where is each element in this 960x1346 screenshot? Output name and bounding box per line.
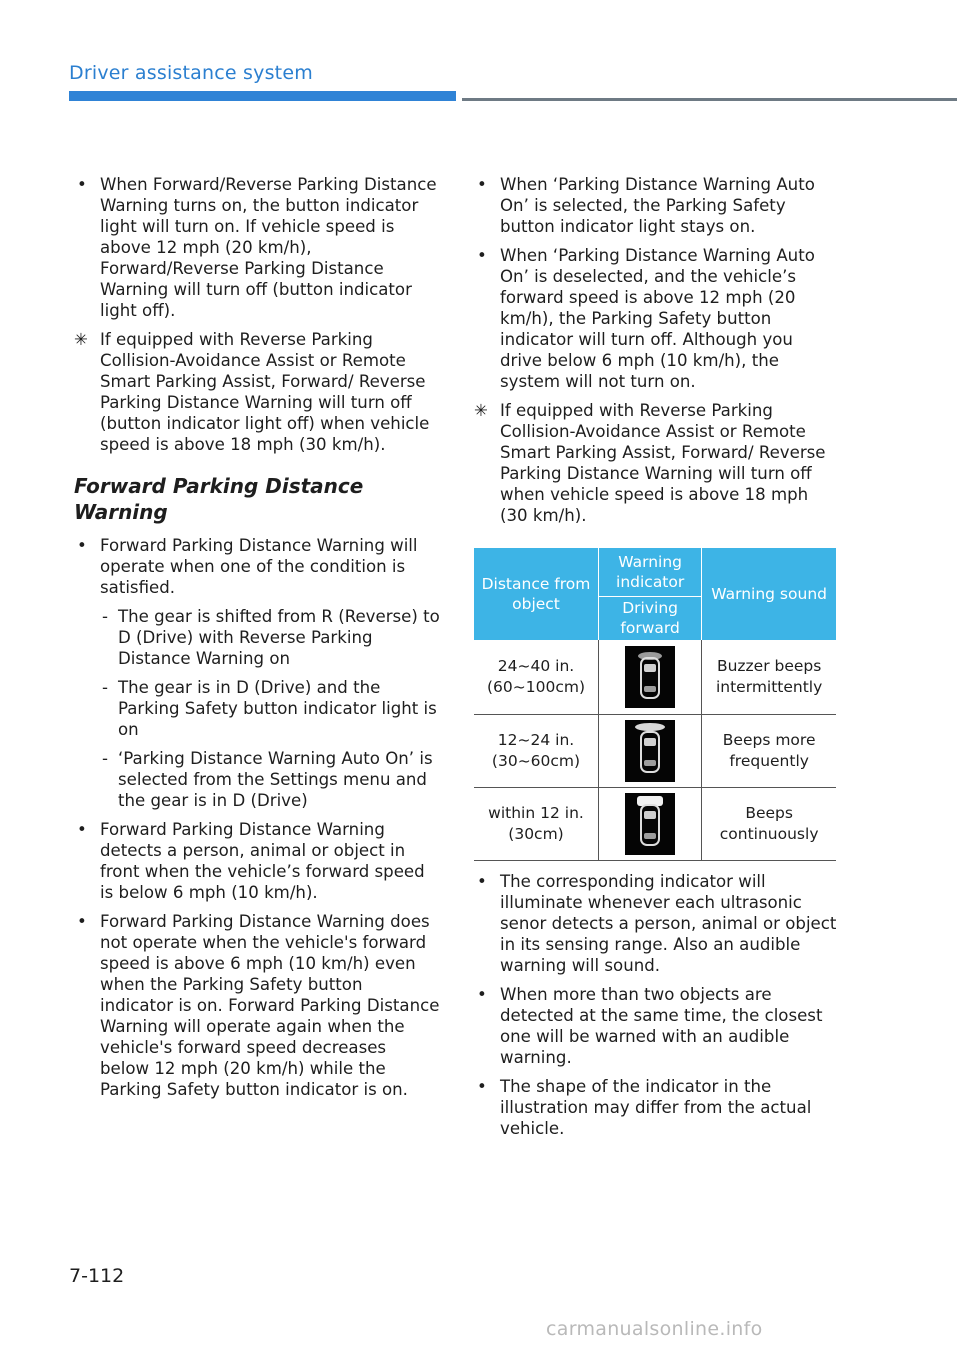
sub-item (74, 606, 440, 669)
right-column (474, 174, 840, 1147)
bullet-item (474, 174, 840, 237)
bullet-item (74, 535, 440, 598)
sound-line-1: Buzzer beeps (716, 656, 822, 675)
note-item (74, 329, 440, 455)
bullet-dot-icon: • (77, 536, 87, 555)
bullet-text: The shape of the indicator in the illustration may differ from the actual vehicle. (500, 1076, 812, 1138)
car-top-view-icon (625, 720, 675, 782)
page-header-title: Driver assistance system (69, 62, 313, 84)
bullet-text: When ‘Parking Distance Warning Auto On’ is deselected, and the vehicle’s forward speed is above 12 mph (20 km/h), the Parking Safety button indicator will turn off. Although you drive below 6 mph (10 km/h), the system will not turn on. (500, 246, 815, 391)
note-text: If equipped with Reverse Parking Collision-Avoidance Assist or Remote Smart Parking Assist, Forward/ Reverse Parking Distance Warning will turn off when vehicle speed is above 18 mph (30 km/h). (500, 401, 826, 525)
bullet-text: When ‘Parking Distance Warning Auto On’ is selected, the Parking Safety button indicator light stays on. (500, 175, 815, 236)
distance-in: 12~24 in. (497, 730, 575, 749)
sound-line-2: continuously (719, 824, 819, 843)
distance-cell (474, 714, 599, 787)
sound-cell (702, 714, 836, 787)
dash-icon: - (102, 607, 108, 626)
distance-cm: (60~100cm) (487, 677, 586, 696)
bullet-dot-icon: • (477, 1076, 487, 1096)
dash-icon: - (102, 678, 108, 697)
bullet-dot-icon: • (77, 912, 87, 931)
indicator-cell (599, 714, 702, 787)
distance-cell (474, 640, 599, 714)
sound-cell (702, 640, 836, 714)
table-row (474, 787, 836, 860)
sound-line-2: frequently (729, 751, 809, 770)
note-item (474, 400, 840, 526)
bullet-item (74, 174, 440, 321)
bullet-dot-icon: • (477, 175, 487, 194)
col-header-indicator: Warning indicator (599, 548, 702, 596)
asterisk-note-icon: ✳ (474, 401, 488, 420)
bullet-item (74, 819, 440, 903)
header-rule-gray (462, 98, 957, 101)
sub-text: The gear is shifted from R (Reverse) to D (Drive) with Reverse Parking Distance Warning on (118, 607, 440, 668)
table-row (474, 640, 836, 714)
bullet-item (74, 911, 440, 1100)
watermark: carmanualsonline.info (546, 1318, 763, 1340)
page-number: 7-112 (69, 1265, 125, 1287)
distance-cm: (30cm) (508, 824, 564, 843)
bullet-text: Forward Parking Distance Warning will operate when one of the condition is satisfied. (100, 536, 418, 597)
col-header-distance: Distance from object (474, 548, 599, 640)
car-top-view-icon (625, 646, 675, 708)
bullet-text: The corresponding indicator will illuminate whenever each ultrasonic senor detects a person, animal or object in its sensing range. Also an audible warning will sound. (500, 871, 837, 975)
note-text: If equipped with Reverse Parking Collision-Avoidance Assist or Remote Smart Parking Assist, Forward/ Reverse Parking Distance Warning will turn off (button indicator light off) when vehicle speed is above 18 mph (30 km/h). (100, 330, 430, 454)
bullet-dot-icon: • (77, 175, 87, 194)
indicator-cell (599, 640, 702, 714)
distance-cm: (30~60cm) (491, 751, 581, 770)
col-header-sound: Warning sound (702, 548, 836, 640)
left-column (74, 174, 440, 1108)
bullet-text: Forward Parking Distance Warning detects a person, animal or object in front when the vehicle’s forward speed is below 6 mph (10 km/h). (100, 820, 425, 902)
sub-text: The gear is in D (Drive) and the Parking Safety button indicator light is on (118, 678, 437, 739)
bullet-dot-icon: • (477, 871, 487, 891)
section-heading: Forward Parking Distance Warning (74, 474, 364, 524)
bullet-text: When more than two objects are detected at the same time, the closest one will be warned with an audible warning. (500, 984, 823, 1067)
dash-icon: - (102, 749, 108, 768)
sub-text: ‘Parking Distance Warning Auto On’ is selected from the Settings menu and the gear is in D (Drive) (118, 749, 433, 810)
warning-table (474, 548, 836, 861)
asterisk-note-icon: ✳ (74, 330, 88, 349)
bullet-text: When Forward/Reverse Parking Distance Warning turns on, the button indicator light will turn on. If vehicle speed is above 12 mph (20 km/h), Forward/Reverse Parking Distance Warning will turn off (button indicator light off). (100, 175, 437, 320)
table-row (474, 714, 836, 787)
sub-item (74, 677, 440, 740)
bullet-item (474, 984, 840, 1068)
col-subheader-driving-forward: Driving forward (599, 596, 702, 640)
bullet-dot-icon: • (77, 820, 87, 839)
car-top-view-icon (625, 793, 675, 855)
distance-cell (474, 787, 599, 860)
bullet-text: Forward Parking Distance Warning does not operate when the vehicle's forward speed is above 6 mph (10 km/h) even when the Parking Safety button indicator is on. Forward Parking Distance Warning will operate again when the vehicle's forward speed decreases below 12 mph (20 km/h) while the Parking Safety button indicator is on. (100, 912, 440, 1099)
bullet-item (474, 1076, 840, 1139)
bullet-dot-icon: • (477, 246, 487, 265)
sound-line-2: intermittently (715, 677, 823, 696)
distance-in: 24~40 in. (497, 656, 575, 675)
sound-cell (702, 787, 836, 860)
header-rule-blue (69, 91, 456, 101)
bullet-item (474, 245, 840, 392)
distance-in: within 12 in. (488, 803, 584, 822)
sub-item (74, 748, 440, 811)
bullet-dot-icon: • (477, 984, 487, 1004)
indicator-cell (599, 787, 702, 860)
sound-line-1: Beeps (745, 803, 793, 822)
sound-line-1: Beeps more (722, 730, 816, 749)
bullet-item (474, 871, 840, 976)
